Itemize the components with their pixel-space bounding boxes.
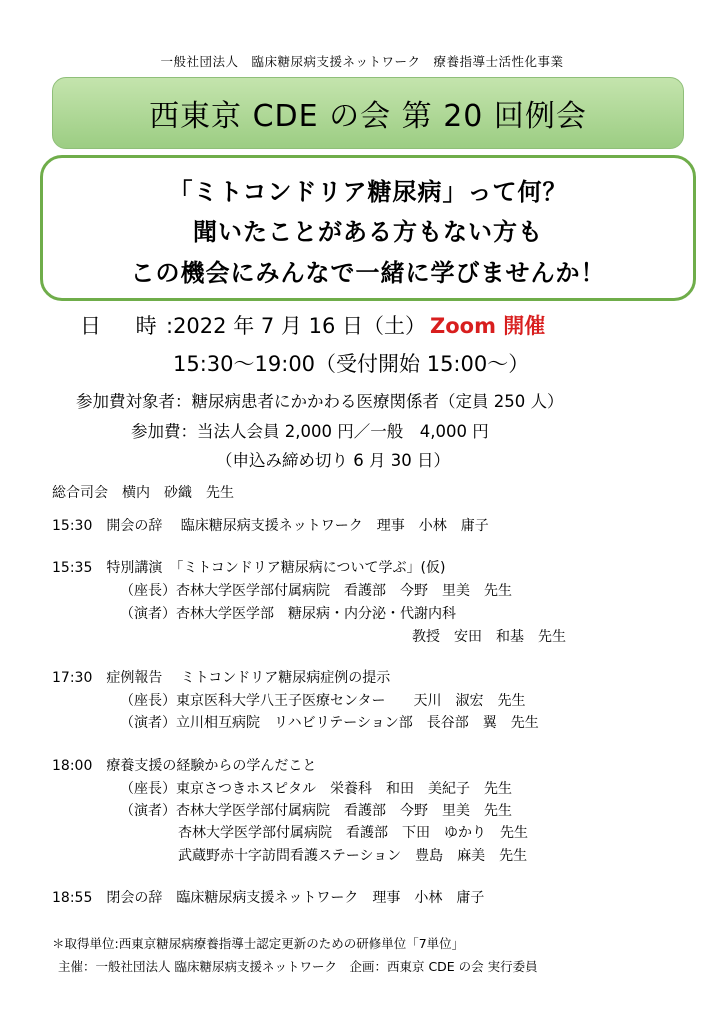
credit-note: ＊取得単位:西東京糖尿病療養指導士認定更新のための研修単位「7単位」 bbox=[52, 936, 465, 951]
date-line bbox=[166, 310, 545, 340]
catchphrase-line-1: 「ミトコンドリア糖尿病」って何？ bbox=[168, 178, 568, 206]
organization-line: 一般社団法人 臨床糖尿病支援ネットワーク 療養指導士活性化事業 bbox=[160, 54, 564, 69]
time-value: 15:30～19:00（受付開始 15:00～） bbox=[173, 352, 530, 376]
catchphrase-line-2: 聞いたことがある方もない方も bbox=[193, 218, 543, 246]
lecture-speaker-title: 教授 安田 和基 先生 bbox=[412, 629, 566, 645]
care-chair: （座長）東京さつきホスピタル 栄養科 和田 美紀子 先生 bbox=[120, 781, 512, 797]
title-banner bbox=[52, 77, 684, 149]
page-title: 西東京 CDE の会 第 20 回例会 bbox=[149, 99, 587, 134]
program-chair: 総合司会 横内 砂織 先生 bbox=[52, 485, 234, 501]
catchphrase-box bbox=[40, 155, 696, 301]
case-speaker: （演者）立川相互病院 リハビリテーション部 長谷部 翼 先生 bbox=[120, 715, 539, 731]
case-title: 17:30 症例報告 ミトコンドリア糖尿病症例の提示 bbox=[52, 670, 391, 686]
lecture-chair: （座長）杏林大学医学部付属病院 看護部 今野 里美 先生 bbox=[120, 583, 512, 599]
deadline: （申込み締め切り 6 月 30 日） bbox=[216, 451, 450, 470]
care-speaker-1: （演者）杏林大学医学部付属病院 看護部 今野 里美 先生 bbox=[120, 803, 512, 819]
zoom-label: Zoom 開催 bbox=[429, 314, 546, 338]
program-closing: 18:55 閉会の辞 臨床糖尿病支援ネットワーク 理事 小林 庸子 bbox=[52, 890, 485, 906]
care-speaker-3: 武蔵野赤十字訪問看護ステーション 豊島 麻美 先生 bbox=[178, 848, 528, 864]
sponsor-line: 主催：一般社団法人 臨床糖尿病支援ネットワーク 企画：西東京 CDE の会 実行委員 bbox=[58, 959, 538, 974]
case-chair: （座長）東京医科大学八王子医療センター 天川 淑宏 先生 bbox=[120, 693, 526, 709]
date-label: 日 時 bbox=[80, 314, 171, 338]
program-opening: 15:30 開会の辞 臨床糖尿病支援ネットワーク 理事 小林 庸子 bbox=[52, 518, 489, 534]
fee-amount: 参加費：当法人会員 2,000 円／一般 4,000 円 bbox=[131, 422, 489, 441]
date-value: :2022 年 7 月 16 日（土） bbox=[166, 314, 426, 338]
care-speaker-2: 杏林大学医学部付属病院 看護部 下田 ゆかり 先生 bbox=[178, 825, 528, 841]
lecture-speaker: （演者）杏林大学医学部 糖尿病・内分泌・代謝内科 bbox=[120, 606, 456, 622]
care-title: 18:00 療養支援の経験からの学んだこと bbox=[52, 758, 317, 774]
lecture-title: 15:35 特別講演 「ミトコンドリア糖尿病について学ぶ」(仮) bbox=[52, 560, 446, 576]
fee-target: 参加費対象者：糖尿病患者にかかわる医療関係者（定員 250 人） bbox=[76, 392, 564, 411]
catchphrase-line-3: この機会にみんなで一緒に学びませんか！ bbox=[130, 259, 606, 287]
